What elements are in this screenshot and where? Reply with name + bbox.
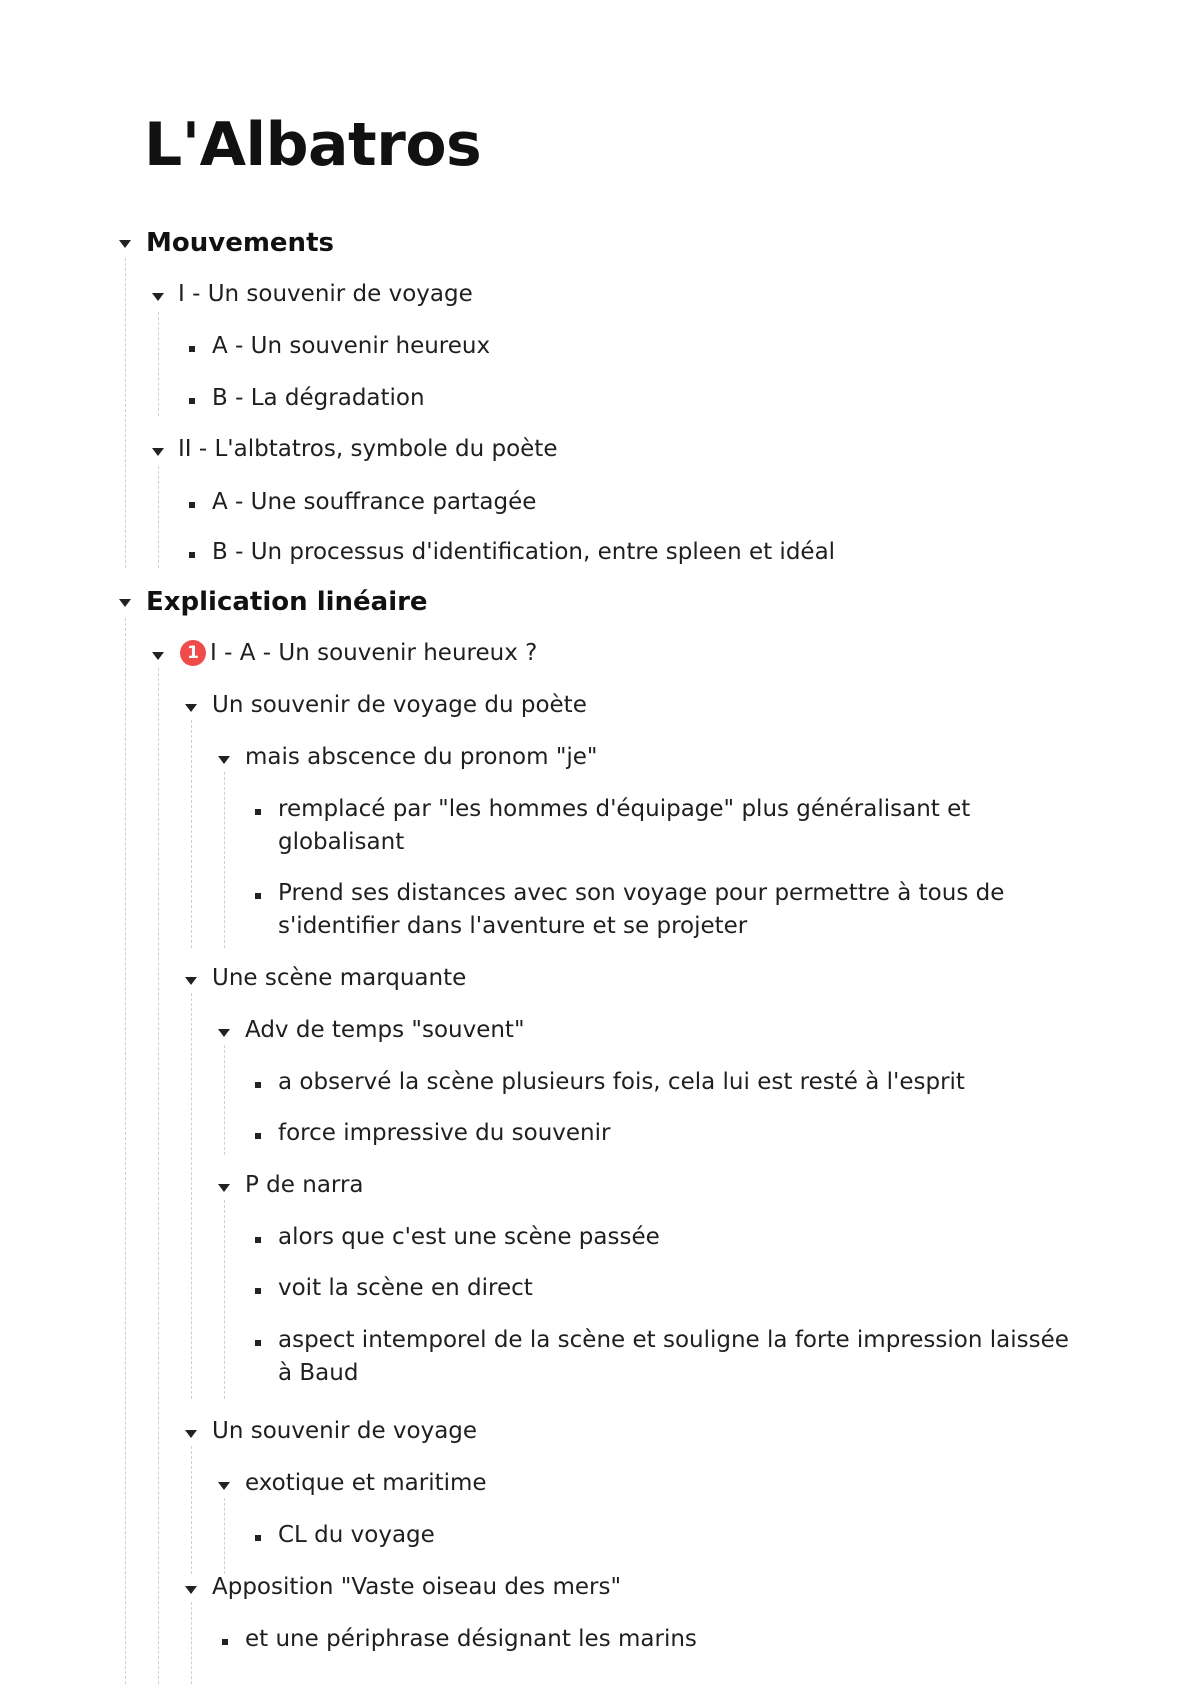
bullet-icon — [255, 893, 261, 899]
guide-line-part2 — [158, 466, 159, 568]
priority-badge-icon: 1 — [180, 640, 206, 666]
node-label: P de narra — [245, 1172, 364, 1198]
node-label: A - Une souffrance partagée — [212, 489, 537, 515]
node-label: II - L'albtatros, symbole du poète — [178, 436, 558, 462]
bullet-icon — [255, 1340, 261, 1346]
node-label: a observé la scène plusieurs fois, cela lui est resté à l'esprit — [278, 1069, 965, 1095]
node-label: voit la scène en direct — [278, 1275, 533, 1301]
bullet-icon — [255, 1237, 261, 1243]
bullet-icon — [255, 809, 261, 815]
guide-line-abscence — [224, 772, 225, 948]
guide-line-souvenir-poete — [191, 720, 192, 948]
bullet-icon — [189, 502, 195, 508]
node-label: B - Un processus d'identification, entre spleen et idéal — [212, 539, 836, 565]
guide-line-scene — [191, 993, 192, 1399]
collapse-toggle-icon[interactable] — [152, 448, 164, 456]
node-label: Un souvenir de voyage du poète — [212, 692, 587, 718]
guide-line-adv — [224, 1045, 225, 1155]
node-label: et une périphrase désignant les marins — [245, 1626, 697, 1652]
node-label: exotique et maritime — [245, 1470, 487, 1496]
bullet-icon — [255, 1133, 261, 1139]
node-label: I - Un souvenir de voyage — [178, 281, 473, 307]
collapse-toggle-icon[interactable] — [218, 1482, 230, 1490]
node-label: Mouvements — [146, 228, 334, 258]
guide-line-apposition — [191, 1602, 192, 1684]
node-label: Une scène marquante — [212, 965, 467, 991]
bullet-icon — [255, 1288, 261, 1294]
node-label: CL du voyage — [278, 1522, 435, 1548]
collapse-toggle-icon[interactable] — [152, 652, 164, 660]
bullet-icon — [189, 552, 195, 558]
node-label: Un souvenir de voyage — [212, 1418, 478, 1444]
node-label-continuation: globalisant — [278, 829, 405, 855]
collapse-toggle-icon[interactable] — [218, 1184, 230, 1192]
collapse-toggle-icon[interactable] — [119, 240, 131, 248]
guide-line-voyage — [191, 1446, 192, 1574]
node-label: aspect intemporel de la scène et souligne la forte impression laissée — [278, 1327, 1069, 1353]
collapse-toggle-icon[interactable] — [119, 599, 131, 607]
node-label: alors que c'est une scène passée — [278, 1224, 660, 1250]
node-label: mais abscence du pronom "je" — [245, 744, 598, 770]
guide-line-explication — [125, 618, 126, 1684]
guide-line-narra — [224, 1200, 225, 1399]
bullet-icon — [189, 346, 195, 352]
guide-line-node1 — [158, 668, 159, 1684]
guide-line-mouvements — [125, 258, 126, 568]
bullet-icon — [189, 398, 195, 404]
collapse-toggle-icon[interactable] — [185, 704, 197, 712]
node-label: B - La dégradation — [212, 385, 425, 411]
bullet-icon — [255, 1535, 261, 1541]
node-label-continuation: s'identifier dans l'aventure et se projeter — [278, 913, 748, 939]
page-title: L'Albatros — [144, 110, 482, 180]
collapse-toggle-icon[interactable] — [152, 293, 164, 301]
node-label: Apposition "Vaste oiseau des mers" — [212, 1574, 622, 1600]
node-label: I - A - Un souvenir heureux ? — [210, 640, 538, 666]
collapse-toggle-icon[interactable] — [185, 1430, 197, 1438]
collapse-toggle-icon[interactable] — [218, 1029, 230, 1037]
bullet-icon — [222, 1639, 228, 1645]
guide-line-part1 — [158, 312, 159, 416]
node-label: Explication linéaire — [146, 587, 428, 617]
collapse-toggle-icon[interactable] — [185, 1586, 197, 1594]
node-label: remplacé par "les hommes d'équipage" plus généralisant et — [278, 796, 971, 822]
node-label: Adv de temps "souvent" — [245, 1017, 525, 1043]
node-label: A - Un souvenir heureux — [212, 333, 491, 359]
node-label-continuation: à Baud — [278, 1360, 359, 1386]
node-label: Prend ses distances avec son voyage pour permettre à tous de — [278, 880, 1005, 906]
collapse-toggle-icon[interactable] — [185, 977, 197, 985]
bullet-icon — [255, 1082, 261, 1088]
collapse-toggle-icon[interactable] — [218, 756, 230, 764]
node-label: force impressive du souvenir — [278, 1120, 611, 1146]
guide-line-exotique — [224, 1498, 225, 1574]
